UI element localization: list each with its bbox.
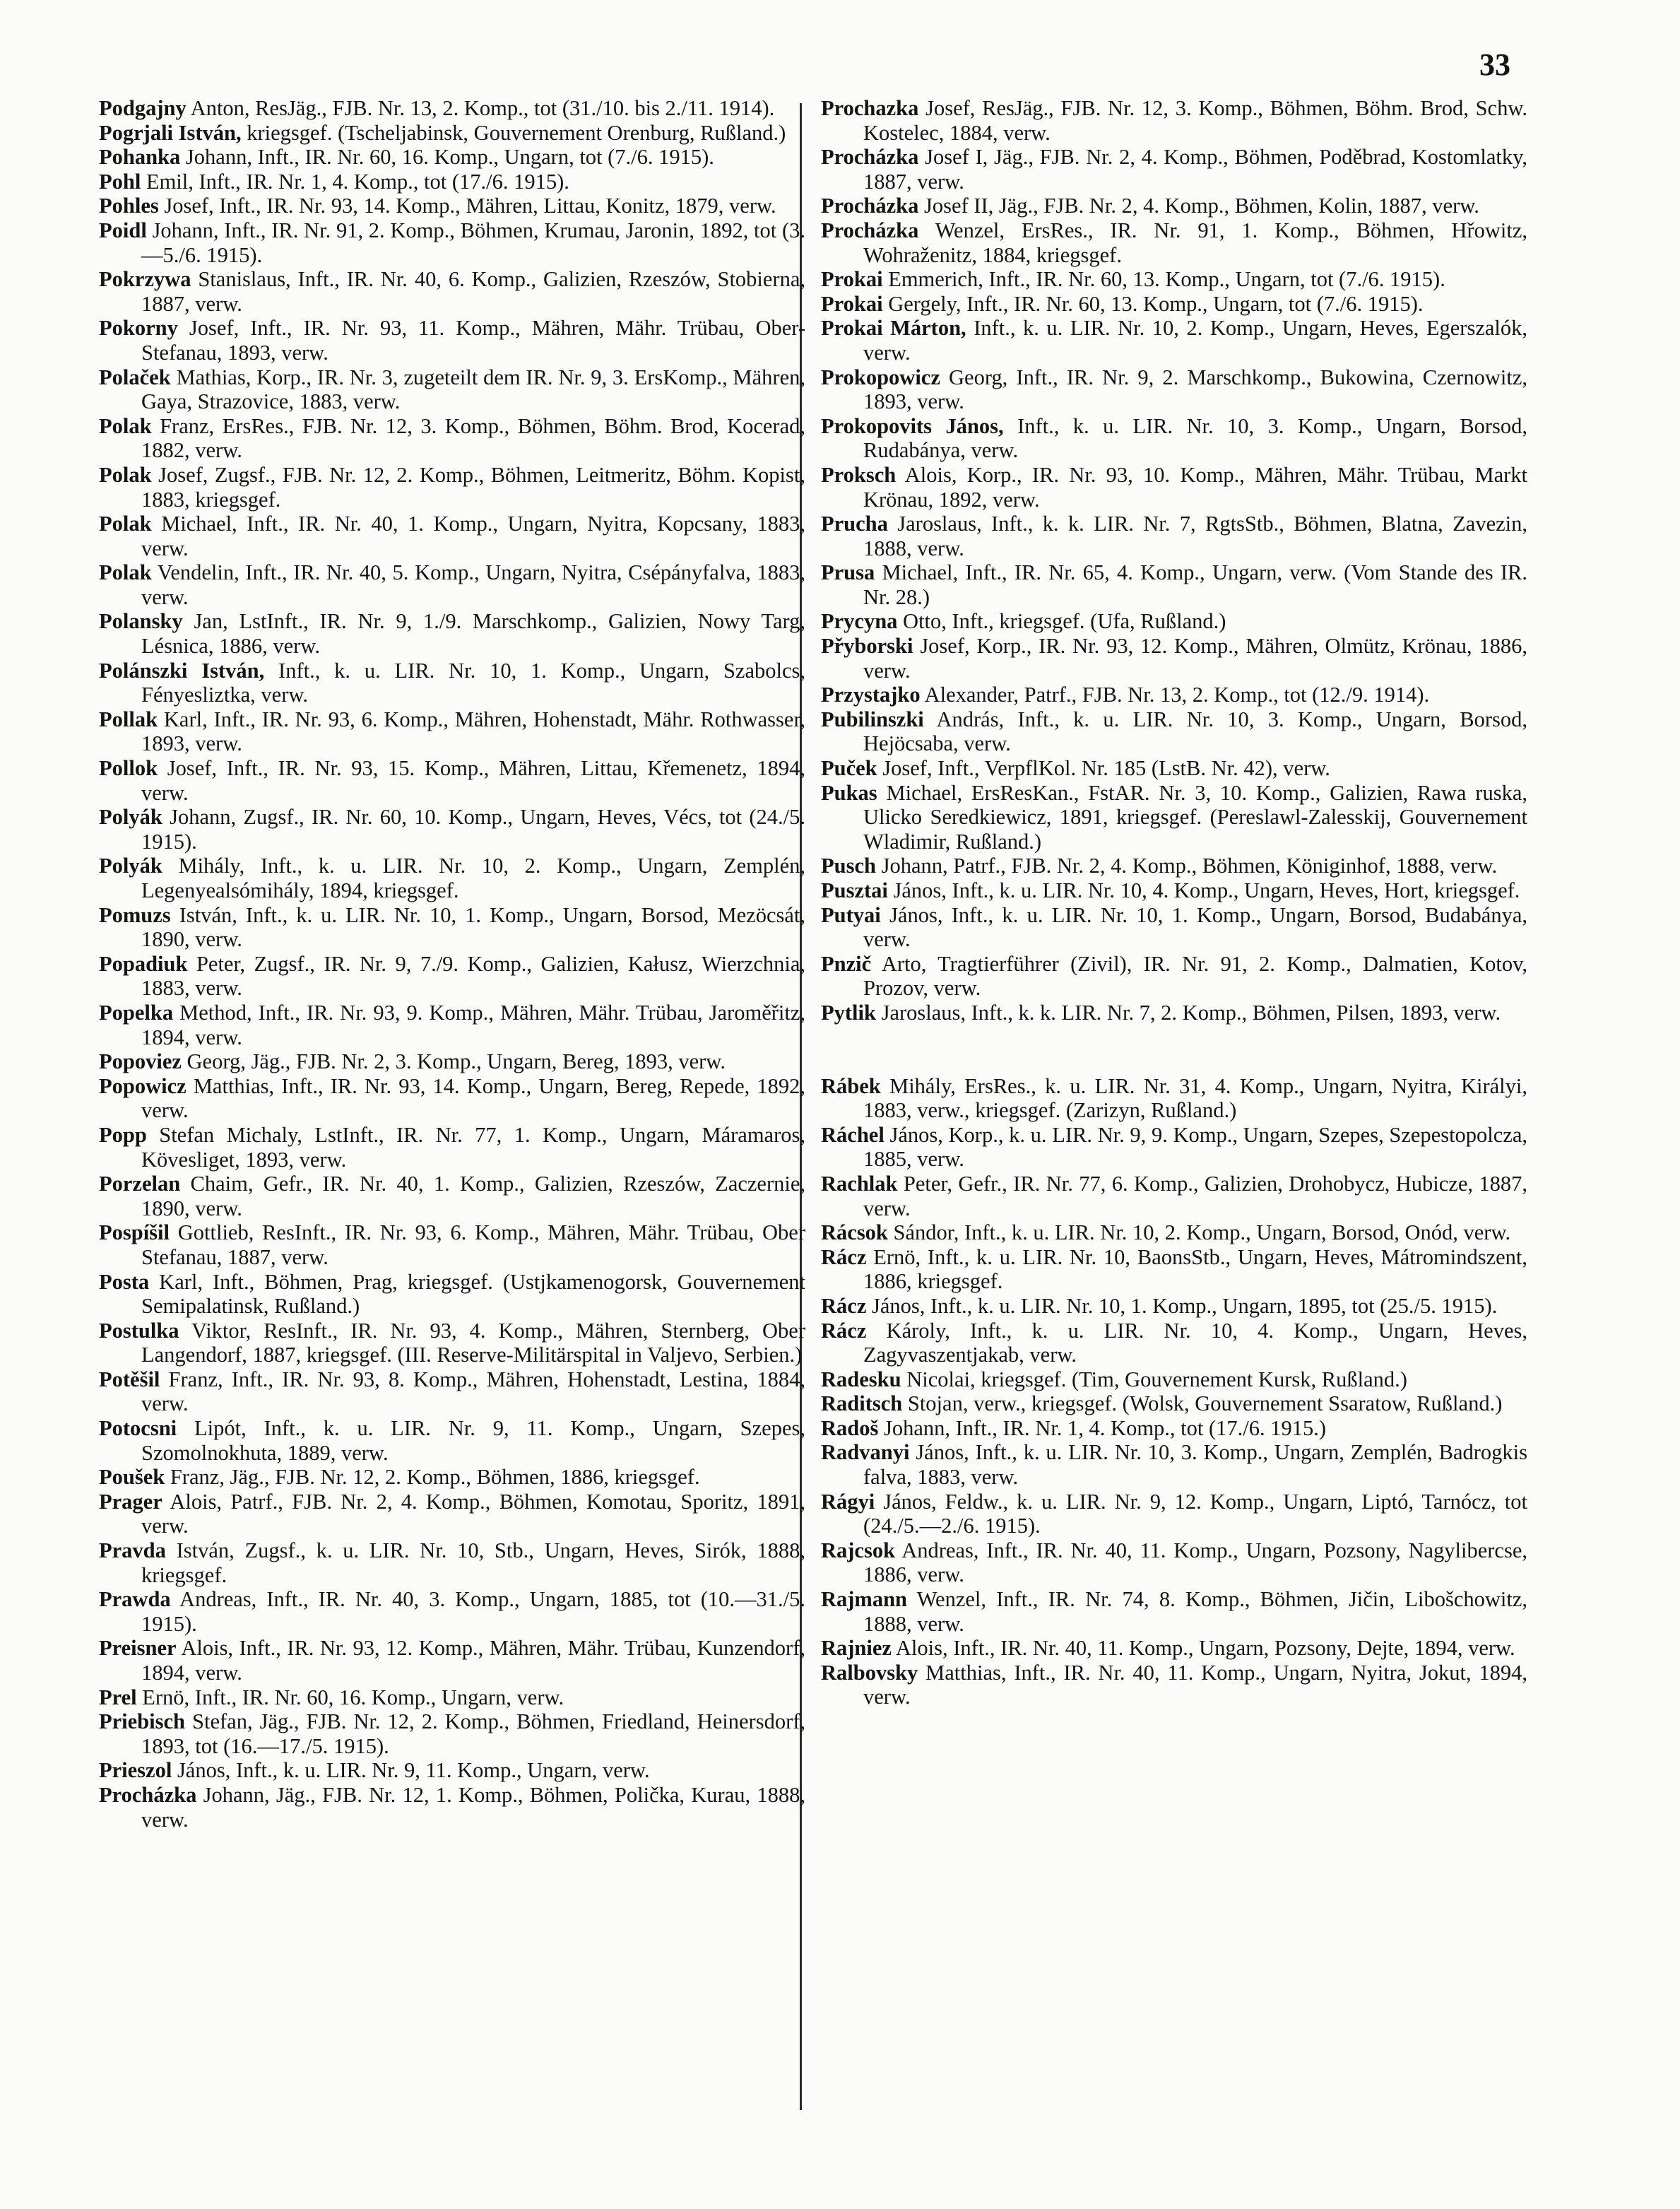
list-entry bbox=[99, 560, 805, 609]
entry-text: Georg, Jäg., FJB. Nr. 2, 3. Komp., Ungarn, Bereg, 1893, verw. bbox=[187, 1049, 726, 1074]
entry-name: Popoviez bbox=[99, 1049, 182, 1074]
entry-name: Prokopowicz bbox=[821, 365, 940, 389]
list-entry bbox=[99, 1049, 805, 1074]
entry-name: Popowicz bbox=[99, 1073, 187, 1098]
entry-name: Prawda bbox=[99, 1587, 171, 1612]
entry-name: Procházka bbox=[99, 1782, 197, 1807]
entry-text: Viktor, ResInft., IR. Nr. 93, 4. Komp., Mähren, Sternberg, Ober Langendorf, 1887, kriegsgef. (III. Reserve-Militärspital in Valjevo, Serbien.) bbox=[141, 1318, 806, 1367]
entry-name: Rajcsok bbox=[821, 1538, 896, 1562]
entry-text: Jaroslaus, Inft., k. k. LIR. Nr. 7, RgtsStb., Böhmen, Blatna, Zavezin, 1888, verw. bbox=[863, 512, 1527, 560]
list-entry bbox=[99, 1367, 805, 1416]
entry-name: Popadiuk bbox=[99, 951, 188, 976]
list-entry bbox=[821, 1391, 1527, 1416]
entry-text: Michael, ErsResKan., FstAR. Nr. 3, 10. Komp., Galizien, Rawa ruska, Ulicko Seredkiewicz, 1891, kriegsgef. (Pereslawl-Zalesskij, Gouvernement Wladimir, Rußland.) bbox=[863, 780, 1527, 854]
entry-name: Přyborski bbox=[821, 634, 913, 659]
list-entry bbox=[99, 365, 805, 414]
entry-text: Josef, Korp., IR. Nr. 93, 12. Komp., Mähren, Olmütz, Krönau, 1886, verw. bbox=[863, 634, 1528, 683]
entry-name: Przystajko bbox=[821, 683, 921, 707]
entry-text: Vendelin, Inft., IR. Nr. 40, 5. Komp., Ungarn, Nyitra, Csépányfalva, 1883, verw. bbox=[141, 560, 805, 609]
entry-name: Podgajny bbox=[99, 96, 187, 120]
entry-name: Rábek bbox=[821, 1073, 881, 1098]
entry-name: Prokai Márton, bbox=[821, 316, 966, 341]
entry-name: Prokopovits János, bbox=[821, 413, 1004, 438]
entry-name: Poušek bbox=[99, 1465, 165, 1490]
entry-text: István, Inft., k. u. LIR. Nr. 10, 1. Komp., Ungarn, Borsod, Mezöcsát, 1890, verw. bbox=[141, 902, 805, 952]
entry-text: Lipót, Inft., k. u. LIR. Nr. 9, 11. Komp., Ungarn, Szepes, Szomolnokhuta, 1889, verw. bbox=[141, 1416, 805, 1465]
entry-name: Prokai bbox=[821, 291, 883, 316]
list-entry bbox=[821, 707, 1527, 756]
entry-name: Radesku bbox=[821, 1367, 901, 1391]
list-entry bbox=[99, 1709, 805, 1758]
entry-name: Pohanka bbox=[99, 145, 181, 170]
entry-text: Inft., k. u. LIR. Nr. 10, 2. Komp., Ungarn, Heves, Egerszalók, verw. bbox=[863, 316, 1528, 365]
list-entry bbox=[99, 609, 805, 658]
entry-name: Rácz bbox=[821, 1318, 867, 1343]
entry-name: Procházka bbox=[821, 145, 919, 170]
entry-name: Polansky bbox=[99, 609, 183, 634]
list-entry bbox=[99, 1123, 805, 1172]
entry-text: Franz, Jäg., FJB. Nr. 12, 2. Komp., Böhmen, 1886, kriegsgef. bbox=[170, 1465, 700, 1490]
entry-text: Chaim, Gefr., IR. Nr. 40, 1. Komp., Galizien, Rzeszów, Zaczernie, 1890, verw. bbox=[141, 1172, 806, 1220]
entry-name: Posta bbox=[99, 1269, 150, 1294]
entry-text: Michael, Inft., IR. Nr. 65, 4. Komp., Ungarn, verw. (Vom Stande des IR. Nr. 28.) bbox=[863, 560, 1527, 609]
entry-text: Mihály, Inft., k. u. LIR. Nr. 10, 2. Komp., Ungarn, Zemplén, Legenyealsómihály, 1894, kriegsgef. bbox=[141, 854, 805, 902]
list-entry bbox=[821, 96, 1527, 145]
list-entry bbox=[99, 1685, 805, 1710]
list-entry bbox=[821, 1245, 1527, 1294]
list-entry bbox=[99, 1319, 805, 1367]
list-entry bbox=[821, 365, 1527, 414]
entry-text: János, Inft., k. u. LIR. Nr. 10, 3. Komp., Ungarn, Zemplén, Badrogkis falva, 1883, verw. bbox=[863, 1440, 1528, 1490]
list-entry bbox=[99, 1465, 805, 1490]
entry-text: Johann, Jäg., FJB. Nr. 12, 1. Komp., Böhmen, Polička, Kurau, 1888, verw. bbox=[141, 1782, 805, 1832]
left-column bbox=[99, 96, 805, 1832]
list-entry bbox=[821, 1123, 1527, 1172]
entry-name: Pokorny bbox=[99, 316, 178, 341]
entry-name: Pusch bbox=[821, 854, 876, 878]
entry-text: Andreas, Inft., IR. Nr. 40, 11. Komp., Ungarn, Pozsony, Nagylibercse, 1886, verw. bbox=[863, 1538, 1527, 1587]
list-entry bbox=[821, 756, 1527, 781]
entry-name: Polak bbox=[99, 413, 152, 438]
list-entry bbox=[821, 316, 1527, 365]
list-entry bbox=[99, 1758, 805, 1783]
entry-text: Karl, Inft., IR. Nr. 93, 6. Komp., Mähren, Hohenstadt, Mähr. Rothwasser, 1893, verw. bbox=[141, 707, 805, 756]
list-entry bbox=[99, 756, 805, 805]
entry-name: Proksch bbox=[821, 462, 897, 487]
entry-name: Polyák bbox=[99, 805, 162, 830]
list-entry bbox=[99, 96, 805, 121]
entry-text: János, Inft., k. u. LIR. Nr. 9, 11. Komp., Ungarn, verw. bbox=[177, 1758, 650, 1783]
entry-text: Josef II, Jäg., FJB. Nr. 2, 4. Komp., Böhmen, Kolin, 1887, verw. bbox=[924, 194, 1479, 218]
entry-text: Andreas, Inft., IR. Nr. 40, 3. Komp., Ungarn, 1885, tot (10.—31./5. 1915). bbox=[141, 1587, 805, 1636]
entry-name: Rajniez bbox=[821, 1636, 892, 1661]
list-entry bbox=[99, 121, 805, 146]
entry-text: Josef, Inft., IR. Nr. 93, 15. Komp., Mähren, Littau, Křemenetz, 1894, verw. bbox=[141, 756, 805, 805]
entry-text: Franz, ErsRes., FJB. Nr. 12, 3. Komp., Böhmen, Böhm. Brod, Kocerad, 1882, verw. bbox=[141, 413, 806, 463]
entry-name: Ráchel bbox=[821, 1122, 885, 1147]
list-entry bbox=[821, 1636, 1527, 1661]
entry-name: Prucha bbox=[821, 512, 888, 536]
list-entry bbox=[99, 1416, 805, 1465]
entry-text: Stanislaus, Inft., IR. Nr. 40, 6. Komp., Galizien, Rzeszów, Stobierna, 1887, verw. bbox=[141, 267, 806, 316]
entry-text: Inft., k. u. LIR. Nr. 10, 1. Komp., Ungarn, Szabolcs, Fényesliztka, verw. bbox=[141, 658, 805, 707]
list-entry bbox=[821, 292, 1527, 317]
entry-text: Mathias, Korp., IR. Nr. 3, zugeteilt dem IR. Nr. 9, 3. ErsKomp., Mähren, Gaya, Strazovice, 1883, verw. bbox=[141, 365, 805, 414]
list-entry bbox=[99, 903, 805, 952]
entry-name: Pukas bbox=[821, 780, 877, 805]
entry-text: István, Zugsf., k. u. LIR. Nr. 10, Stb., Ungarn, Heves, Sirók, 1888, kriegsgef. bbox=[141, 1538, 806, 1587]
list-entry bbox=[99, 145, 805, 170]
entry-name: Procházka bbox=[821, 218, 919, 242]
entry-text: Josef I, Jäg., FJB. Nr. 2, 4. Komp., Böhmen, Poděbrad, Kostomlatky, 1887, verw. bbox=[863, 145, 1527, 194]
entry-text: Johann, Inft., IR. Nr. 60, 16. Komp., Ungarn, tot (7./6. 1915). bbox=[185, 145, 714, 170]
entry-text: Gottlieb, ResInft., IR. Nr. 93, 6. Komp., Mähren, Mähr. Trübau, Ober Stefanau, 1887, verw. bbox=[141, 1220, 805, 1269]
entry-name: Polyák bbox=[99, 854, 162, 878]
entry-name: Polánszki István, bbox=[99, 658, 265, 683]
entry-text: Jan, LstInft., IR. Nr. 9, 1./9. Marschkomp., Galizien, Nowy Targ, Lésnica, 1886, verw. bbox=[141, 609, 805, 659]
entry-name: Rácz bbox=[821, 1244, 867, 1269]
right-column-r-section bbox=[821, 1074, 1527, 1709]
entry-name: Rácz bbox=[821, 1293, 867, 1318]
entry-name: Pubilinszki bbox=[821, 707, 924, 731]
entry-name: Pollak bbox=[99, 707, 158, 731]
list-entry bbox=[99, 267, 805, 316]
entry-text: Johann, Inft., IR. Nr. 91, 2. Komp., Böhmen, Krumau, Jaronin, 1892, tot (3.—5./6. 1915). bbox=[141, 218, 805, 267]
list-entry bbox=[821, 560, 1527, 609]
entry-name: Prusa bbox=[821, 560, 875, 585]
list-entry bbox=[821, 512, 1527, 560]
entry-text: Sándor, Inft., k. u. LIR. Nr. 10, 2. Komp., Ungarn, Borsod, Onód, verw. bbox=[893, 1220, 1511, 1245]
list-entry bbox=[99, 952, 805, 1001]
entry-text: Nicolai, kriegsgef. (Tim, Gouvernement Kursk, Rußland.) bbox=[906, 1367, 1407, 1391]
list-entry bbox=[99, 414, 805, 463]
entry-text: Karl, Inft., Böhmen, Prag, kriegsgef. (Ustjkamenogorsk, Gouvernement Semipalatinsk, Rußland.) bbox=[141, 1269, 806, 1319]
list-entry bbox=[99, 854, 805, 902]
entry-name: Rágyi bbox=[821, 1489, 875, 1514]
list-entry bbox=[99, 1490, 805, 1538]
entry-name: Polak bbox=[99, 560, 152, 585]
list-entry bbox=[99, 1220, 805, 1269]
list-entry bbox=[821, 854, 1527, 878]
entry-name: Puček bbox=[821, 756, 877, 781]
entry-name: Pohl bbox=[99, 169, 141, 194]
entry-text: Josef, Zugsf., FJB. Nr. 12, 2. Komp., Böhmen, Leitmeritz, Böhm. Kopist, 1883, kriegsgef. bbox=[141, 462, 805, 512]
list-entry bbox=[821, 194, 1527, 218]
entry-text: Stefan, Jäg., FJB. Nr. 12, 2. Komp., Böhmen, Friedland, Heinersdorf, 1893, tot (16.—17./5. 1915). bbox=[141, 1709, 806, 1758]
list-entry bbox=[99, 1587, 805, 1636]
entry-text: Johann, Inft., IR. Nr. 1, 4. Komp., tot (17./6. 1915.) bbox=[883, 1415, 1327, 1440]
list-entry bbox=[821, 952, 1527, 1001]
entry-text: Ernö, Inft., k. u. LIR. Nr. 10, BaonsStb., Ungarn, Heves, Mátromindszent, 1886, kriegsgef. bbox=[863, 1244, 1527, 1294]
list-entry bbox=[821, 267, 1527, 292]
entry-name: Prycyna bbox=[821, 609, 898, 634]
right-column bbox=[821, 96, 1527, 1709]
entry-text: Josef, Inft., IR. Nr. 93, 14. Komp., Mähren, Littau, Konitz, 1879, verw. bbox=[164, 194, 776, 218]
entry-name: Potocsni bbox=[99, 1416, 177, 1441]
list-entry bbox=[821, 414, 1527, 463]
entry-text: Franz, Inft., IR. Nr. 93, 8. Komp., Mähren, Hohenstadt, Lestina, 1884, verw. bbox=[141, 1367, 806, 1416]
entry-name: Pohles bbox=[99, 194, 159, 218]
entry-text: Emil, Inft., IR. Nr. 1, 4. Komp., tot (17./6. 1915). bbox=[146, 169, 569, 194]
entry-text: Peter, Gefr., IR. Nr. 77, 6. Komp., Galizien, Drohobycz, Hubicze, 1887, verw. bbox=[863, 1171, 1528, 1220]
list-entry bbox=[821, 609, 1527, 634]
entry-name: Prochazka bbox=[821, 96, 919, 120]
list-entry bbox=[99, 463, 805, 512]
entry-name: Rachlak bbox=[821, 1171, 898, 1196]
entry-name: Poidl bbox=[99, 218, 147, 242]
entry-name: Pytlik bbox=[821, 1000, 876, 1025]
list-entry bbox=[821, 1001, 1527, 1025]
list-entry bbox=[99, 1001, 805, 1049]
entry-text: Károly, Inft., k. u. LIR. Nr. 10, 4. Komp., Ungarn, Heves, Zagyvaszentjakab, verw. bbox=[863, 1318, 1528, 1367]
entry-name: Pusztai bbox=[821, 878, 888, 902]
entry-name: Rácsok bbox=[821, 1220, 888, 1245]
list-entry bbox=[821, 1294, 1527, 1319]
list-entry bbox=[821, 878, 1527, 903]
entry-name: Prager bbox=[99, 1489, 162, 1514]
entry-text: János, Korp., k. u. LIR. Nr. 9, 9. Komp., Ungarn, Szepes, Szepestopolcza, 1885, verw. bbox=[863, 1122, 1528, 1172]
list-entry bbox=[821, 1416, 1527, 1441]
entry-text: Johann, Patrf., FJB. Nr. 2, 4. Komp., Böhmen, Königinhof, 1888, verw. bbox=[881, 854, 1498, 878]
entry-name: Pomuzs bbox=[99, 902, 171, 927]
entry-text: Stojan, verw., kriegsgef. (Wolsk, Gouvernement Ssaratow, Rußland.) bbox=[907, 1391, 1503, 1416]
list-entry bbox=[821, 781, 1527, 854]
entry-text: Jaroslaus, Inft., k. k. LIR. Nr. 7, 2. Komp., Böhmen, Pilsen, 1893, verw. bbox=[881, 1000, 1501, 1025]
list-entry bbox=[821, 634, 1527, 683]
list-entry bbox=[99, 1270, 805, 1319]
list-entry bbox=[99, 1783, 805, 1832]
entry-name: Potěšil bbox=[99, 1367, 160, 1391]
entry-text: János, Inft., k. u. LIR. Nr. 10, 1. Komp., Ungarn, Borsod, Budabánya, verw. bbox=[863, 902, 1528, 952]
entry-text: Matthias, Inft., IR. Nr. 93, 14. Komp., Ungarn, Bereg, Repede, 1892, verw. bbox=[141, 1073, 806, 1123]
entry-name: Ralbovsky bbox=[821, 1660, 918, 1685]
list-entry bbox=[821, 1074, 1527, 1123]
list-entry bbox=[821, 683, 1527, 707]
entry-text: Alois, Patrf., FJB. Nr. 2, 4. Komp., Böhmen, Komotau, Sporitz, 1891, verw. bbox=[141, 1489, 805, 1538]
list-entry bbox=[99, 316, 805, 365]
list-entry bbox=[99, 218, 805, 267]
entry-name: Pokrzywa bbox=[99, 267, 191, 292]
list-entry bbox=[99, 512, 805, 560]
right-column-p-section bbox=[821, 96, 1527, 1025]
list-entry bbox=[99, 1636, 805, 1685]
entry-text: Otto, Inft., kriegsgef. (Ufa, Rußland.) bbox=[903, 609, 1226, 634]
entry-name: Popelka bbox=[99, 1000, 174, 1025]
entry-name: Procházka bbox=[821, 194, 919, 218]
entry-name: Pnzič bbox=[821, 951, 872, 976]
list-entry bbox=[821, 1220, 1527, 1245]
entry-text: Anton, ResJäg., FJB. Nr. 13, 2. Komp., tot (31./10. bis 2./11. 1914). bbox=[190, 96, 775, 120]
entry-name: Radoš bbox=[821, 1415, 879, 1440]
entry-name: Postulka bbox=[99, 1318, 179, 1343]
entry-name: Rajmann bbox=[821, 1587, 908, 1612]
entry-text: kriegsgef. (Tscheljabinsk, Gouvernement Orenburg, Rußland.) bbox=[247, 120, 786, 145]
list-entry bbox=[821, 1319, 1527, 1367]
entry-text: Wenzel, Inft., IR. Nr. 74, 8. Komp., Böhmen, Jičin, Libošchowitz, 1888, verw. bbox=[863, 1587, 1527, 1636]
entry-text: Josef, ResJäg., FJB. Nr. 12, 3. Komp., Böhmen, Böhm. Brod, Schw. Kostelec, 1884, verw. bbox=[863, 96, 1528, 145]
entry-name: Putyai bbox=[821, 902, 881, 927]
entry-text: Alois, Korp., IR. Nr. 93, 10. Komp., Mähren, Mähr. Trübau, Markt Krönau, 1892, verw. bbox=[863, 462, 1527, 512]
list-entry bbox=[821, 463, 1527, 512]
entry-name: Pravda bbox=[99, 1538, 166, 1563]
entry-text: Josef, Inft., VerpflKol. Nr. 185 (LstB. Nr. 42), verw. bbox=[882, 756, 1330, 781]
list-entry bbox=[99, 805, 805, 854]
list-entry bbox=[821, 1440, 1527, 1489]
entry-text: Johann, Zugsf., IR. Nr. 60, 10. Komp., Ungarn, Heves, Vécs, tot (24./5. 1915). bbox=[141, 805, 805, 854]
entry-text: Arto, Tragtierführer (Zivil), IR. Nr. 91, 2. Komp., Dalmatien, Kotov, Prozov, verw. bbox=[863, 951, 1527, 1001]
list-entry bbox=[821, 1587, 1527, 1636]
list-entry bbox=[821, 1490, 1527, 1538]
section-gap bbox=[821, 1025, 1527, 1074]
entry-text: Alexander, Patrf., FJB. Nr. 13, 2. Komp., tot (12./9. 1914). bbox=[924, 683, 1430, 707]
entry-text: Emmerich, Inft., IR. Nr. 60, 13. Komp., Ungarn, tot (7./6. 1915). bbox=[888, 267, 1445, 292]
entry-name: Polaček bbox=[99, 365, 171, 389]
entry-text: Method, Inft., IR. Nr. 93, 9. Komp., Mähren, Mähr. Trübau, Jaroměřitz, 1894, verw. bbox=[141, 1000, 805, 1049]
entry-text: Michael, Inft., IR. Nr. 40, 1. Komp., Ungarn, Nyitra, Kopcsany, 1883, verw. bbox=[141, 512, 805, 560]
entry-text: Josef, Inft., IR. Nr. 93, 11. Komp., Mähren, Mähr. Trübau, Ober-Stefanau, 1893, verw. bbox=[141, 316, 805, 365]
entry-name: Pospíšil bbox=[99, 1220, 170, 1245]
entry-name: Prieszol bbox=[99, 1758, 172, 1783]
entry-text: János, Inft., k. u. LIR. Nr. 10, 1. Komp., Ungarn, 1895, tot (25./5. 1915). bbox=[871, 1293, 1498, 1318]
list-entry bbox=[821, 145, 1527, 194]
entry-name: Raditsch bbox=[821, 1391, 903, 1416]
entry-text: András, Inft., k. u. LIR. Nr. 10, 3. Komp., Ungarn, Borsod, Hejöcsaba, verw. bbox=[863, 707, 1527, 756]
entry-name: Porzelan bbox=[99, 1172, 181, 1196]
entry-name: Priebisch bbox=[99, 1709, 185, 1734]
list-entry bbox=[99, 707, 805, 756]
entry-name: Polak bbox=[99, 462, 152, 487]
list-entry bbox=[99, 1074, 805, 1123]
list-entry bbox=[821, 1661, 1527, 1709]
page-number: 33 bbox=[1479, 47, 1510, 82]
entry-name: Prokai bbox=[821, 267, 883, 292]
list-entry bbox=[99, 170, 805, 194]
list-entry bbox=[821, 218, 1527, 267]
list-entry bbox=[99, 194, 805, 218]
entry-text: Wenzel, ErsRes., IR. Nr. 91, 1. Komp., Böhmen, Hřowitz, Wohraženitz, 1884, kriegsgef. bbox=[863, 218, 1527, 267]
entry-name: Polak bbox=[99, 512, 152, 536]
entry-text: János, Inft., k. u. LIR. Nr. 10, 4. Komp., Ungarn, Heves, Hort, kriegsgef. bbox=[893, 878, 1520, 902]
list-entry bbox=[99, 659, 805, 707]
entry-text: Gergely, Inft., IR. Nr. 60, 13. Komp., Ungarn, tot (7./6. 1915). bbox=[888, 291, 1424, 316]
list-entry bbox=[821, 1367, 1527, 1392]
entry-text: Ernö, Inft., IR. Nr. 60, 16. Komp., Ungarn, verw. bbox=[142, 1685, 564, 1709]
entry-name: Preisner bbox=[99, 1636, 177, 1661]
entry-text: Inft., k. u. LIR. Nr. 10, 3. Komp., Ungarn, Borsod, Rudabánya, verw. bbox=[863, 413, 1528, 463]
entry-text: Alois, Inft., IR. Nr. 40, 11. Komp., Ungarn, Pozsony, Dejte, 1894, verw. bbox=[895, 1636, 1515, 1661]
entry-text: Stefan Michaly, LstInft., IR. Nr. 77, 1. Komp., Ungarn, Máramaros, Kövesliget, 1893, verw. bbox=[141, 1122, 805, 1172]
entry-text: Matthias, Inft., IR. Nr. 40, 11. Komp., Ungarn, Nyitra, Jokut, 1894, verw. bbox=[863, 1660, 1528, 1709]
entry-text: Alois, Inft., IR. Nr. 93, 12. Komp., Mähren, Mähr. Trübau, Kunzendorf, 1894, verw. bbox=[141, 1636, 805, 1685]
entry-text: János, Feldw., k. u. LIR. Nr. 9, 12. Komp., Ungarn, Liptó, Tarnócz, tot (24./5.—2./6. 1915). bbox=[863, 1489, 1527, 1538]
entry-name: Prel bbox=[99, 1685, 137, 1709]
list-entry bbox=[99, 1172, 805, 1220]
entry-text: Mihály, ErsRes., k. u. LIR. Nr. 31, 4. Komp., Ungarn, Nyitra, Királyi, 1883, verw., kriegsgef. (Zarizyn, Rußland.) bbox=[863, 1073, 1527, 1123]
list-entry bbox=[99, 1538, 805, 1587]
entry-name: Pollok bbox=[99, 756, 158, 781]
entry-text: Peter, Zugsf., IR. Nr. 9, 7./9. Komp., Galizien, Kałusz, Wierzchnia, 1883, verw. bbox=[141, 951, 806, 1001]
entry-name: Popp bbox=[99, 1122, 147, 1147]
entry-name: Pogrjali István, bbox=[99, 120, 242, 145]
entry-name: Radvanyi bbox=[821, 1440, 910, 1465]
list-entry bbox=[821, 1172, 1527, 1220]
list-entry bbox=[821, 903, 1527, 952]
entry-text: Georg, Inft., IR. Nr. 9, 2. Marschkomp., Bukowina, Czernowitz, 1893, verw. bbox=[863, 365, 1527, 414]
list-entry bbox=[821, 1538, 1527, 1587]
